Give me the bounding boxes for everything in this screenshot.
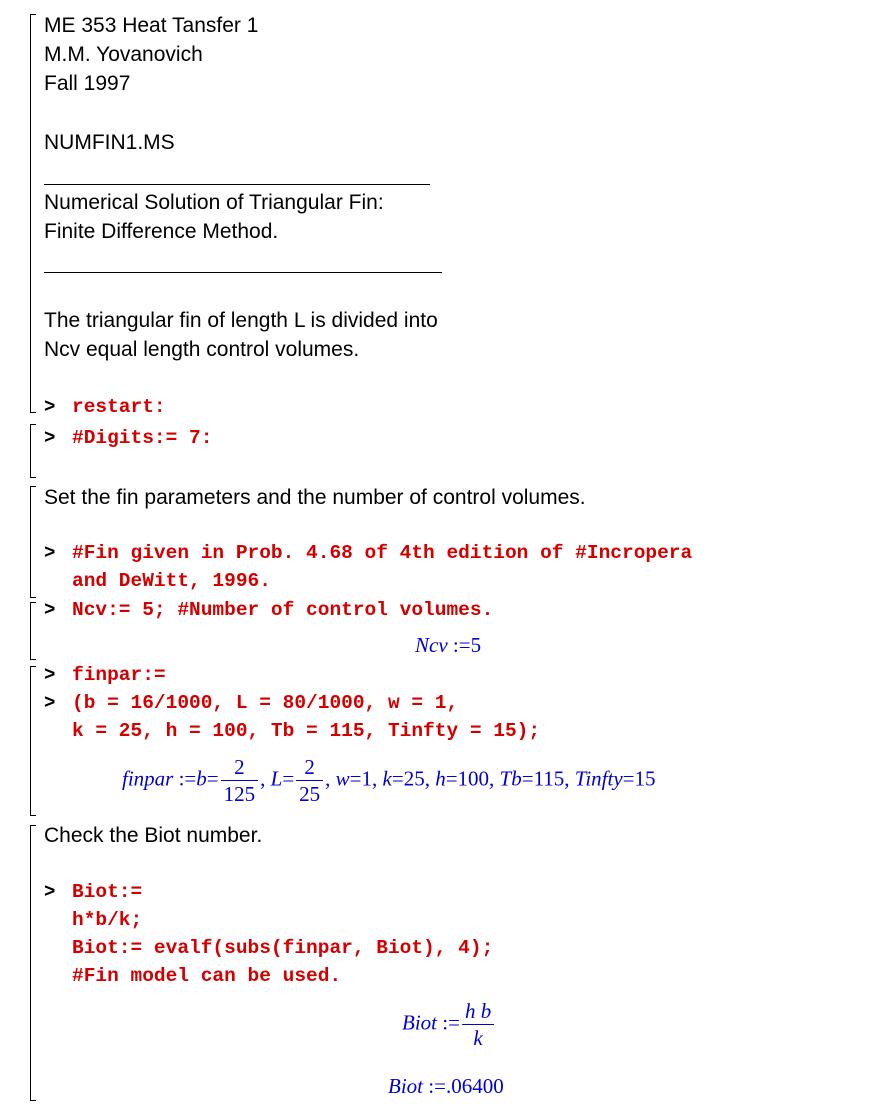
assign-operator: :=	[452, 633, 471, 657]
finpar-line-2[interactable]: (b = 16/1000, L = 80/1000, w = 1,	[72, 692, 459, 714]
biot-formula-output	[402, 1000, 496, 1049]
Tb-name: Tb	[499, 766, 522, 791]
finpar-line-3[interactable]: k = 25, h = 100, Tb = 115, Tinfty = 15);	[72, 720, 541, 742]
Tinfty-value: 15	[634, 766, 656, 791]
prompt-symbol: >	[44, 427, 56, 449]
L-denominator: 25	[299, 782, 321, 806]
b-fraction	[221, 756, 259, 805]
section-bracket-finpar[interactable]	[30, 666, 36, 816]
digits-command[interactable]: #Digits:= 7:	[72, 427, 213, 449]
check-biot-text: Check the Biot number.	[44, 824, 263, 847]
subtitle-line-1: Numerical Solution of Triangular Fin:	[44, 191, 384, 214]
file-name: NUMFIN1.MS	[44, 131, 175, 154]
section-bracket-digits[interactable]	[30, 424, 36, 478]
subtitle-line-2: Finite Difference Method.	[44, 220, 279, 243]
biot-output-value: .06400	[445, 1074, 504, 1098]
assign-operator: :=	[442, 1010, 460, 1035]
author-name: M.M. Yovanovich	[44, 43, 203, 66]
b-name: b	[196, 766, 207, 791]
biot-denominator: k	[473, 1026, 483, 1050]
b-denominator: 125	[223, 782, 256, 806]
biot-value-output	[388, 1074, 504, 1099]
prompt-symbol: >	[44, 692, 56, 714]
k-name: k	[382, 766, 392, 791]
intro-line-1: The triangular fin of length L is divided into	[44, 309, 438, 332]
prompt-symbol: >	[44, 599, 56, 621]
biot-numerator: h b	[462, 1000, 494, 1025]
restart-command[interactable]: restart:	[72, 396, 166, 418]
section-bracket-header[interactable]	[30, 14, 36, 413]
k-value: 25	[403, 766, 425, 791]
assign-operator: :=	[178, 766, 197, 791]
section-bracket-ncv[interactable]	[30, 602, 36, 660]
biot-line-1[interactable]: Biot:=	[72, 881, 143, 903]
biot-line-4[interactable]: #Fin model can be used.	[72, 965, 342, 987]
divider-rule	[44, 272, 442, 273]
assign-operator: :=	[428, 1074, 446, 1098]
prompt-symbol: >	[44, 396, 56, 418]
w-name: w	[335, 766, 350, 791]
w-value: 1	[361, 766, 373, 791]
L-name: L	[270, 766, 283, 791]
ncv-command[interactable]: Ncv:= 5; #Number of control volumes.	[72, 599, 494, 621]
fin-comment-line-2[interactable]: and DeWitt, 1996.	[72, 570, 271, 592]
biot-line-3[interactable]: Biot:= evalf(subs(finpar, Biot), 4);	[72, 937, 494, 959]
prompt-symbol: >	[44, 881, 56, 903]
biot-output-name: Biot	[402, 1010, 437, 1035]
course-title: ME 353 Heat Tansfer 1	[44, 14, 259, 37]
biot-fraction	[462, 1000, 494, 1049]
L-fraction	[296, 756, 323, 805]
Tb-value: 115	[533, 766, 565, 791]
biot-output-name: Biot	[388, 1074, 423, 1098]
intro-line-2: Ncv equal length control volumes.	[44, 338, 360, 361]
biot-line-2[interactable]: h*b/k;	[72, 909, 143, 931]
h-name: h	[435, 766, 446, 791]
divider-rule	[44, 184, 430, 185]
ncv-output	[415, 633, 481, 658]
section-bracket-biot[interactable]	[30, 825, 36, 1101]
prompt-symbol: >	[44, 542, 56, 564]
h-value: 100	[457, 766, 490, 791]
prompt-symbol: >	[44, 664, 56, 686]
L-numerator: 2	[296, 756, 323, 781]
set-params-text: Set the fin parameters and the number of control volumes.	[44, 486, 586, 509]
finpar-line-1[interactable]: finpar:=	[72, 664, 166, 686]
section-bracket-params[interactable]	[30, 486, 36, 598]
Tinfty-name: Tinfty	[574, 766, 623, 791]
ncv-output-value: 5	[470, 633, 482, 657]
b-numerator: 2	[221, 756, 259, 781]
finpar-output-name: finpar	[122, 766, 174, 791]
fin-comment-line-1[interactable]: #Fin given in Prob. 4.68 of 4th edition of #Incropera	[72, 542, 693, 564]
term-label: Fall 1997	[44, 72, 131, 95]
finpar-output: finpar :=b= $\frac{2}{125}$ , L= $\frac{2}{25}$ , w=1, k=25, h=100, Tb=115, Tinfty=15	[122, 755, 656, 806]
ncv-output-name: Ncv	[415, 633, 448, 657]
